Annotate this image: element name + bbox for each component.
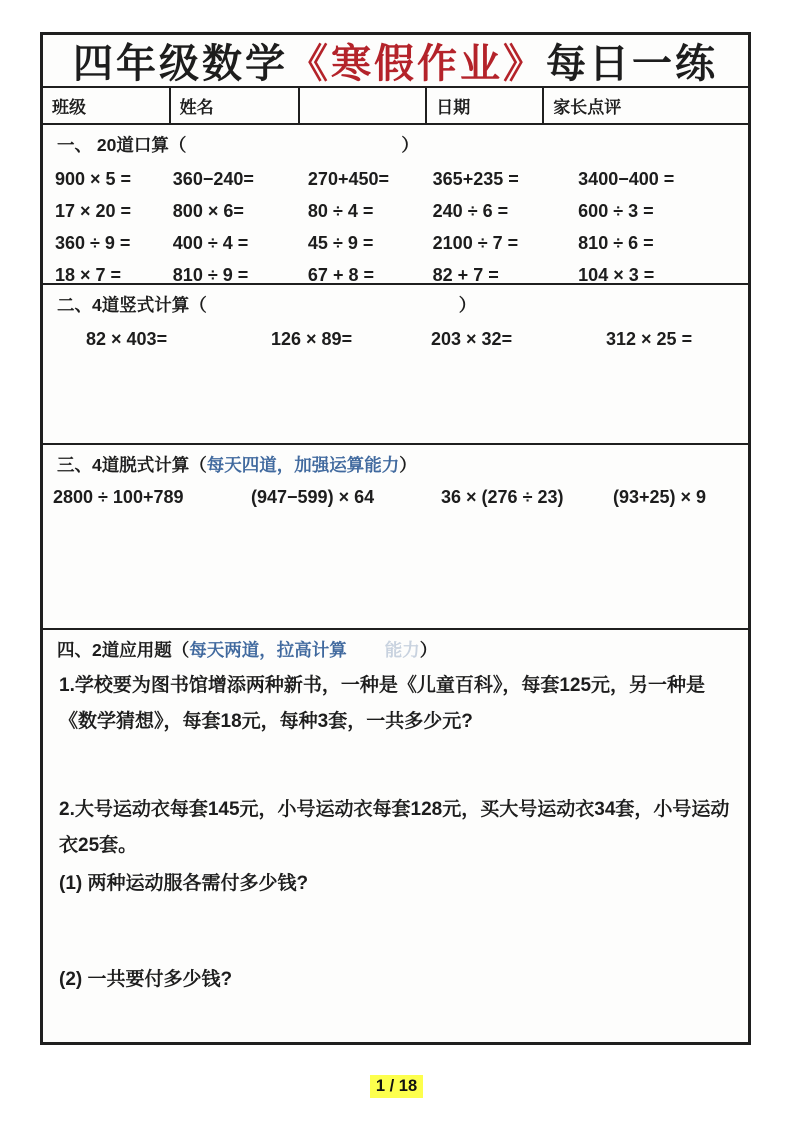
oral-problem: 800 × 6= [172,200,244,221]
oral-problem: 810 ÷ 6 = [578,232,654,253]
oral-heading-prefix: 一、 20道口算（ [57,135,187,155]
oral-problem-grid [43,163,748,285]
section-word-problems [43,630,748,1042]
word-problem-2-sub-question-1: (1) 两种运动服各需付多少钱? [59,873,309,894]
word-heading-note-faded: 能力 [384,640,420,660]
oral-problem: 900 × 5 = [55,168,132,189]
section-vertical-calculation [43,285,748,445]
oral-problem: 365+235 = [432,168,519,189]
stepwise-problem: 36 × (276 ÷ 23) [441,487,564,507]
oral-problem: 80 ÷ 4 = [307,200,374,221]
stepwise-heading-prefix: 三、4道脱式计算（ [57,455,207,475]
section-oral-calculation [43,125,748,285]
section-oral-heading [43,125,748,157]
stepwise-problem: (93+25) × 9 [613,487,707,507]
vertical-problem: 312 × 25 = [606,329,693,349]
section-word-heading [43,630,748,662]
section-vertical-heading [43,285,748,317]
title-prefix: 四年级数学 [73,41,288,86]
info-cell-class: 班级 [43,88,171,123]
vertical-problem-row [43,329,748,350]
word-problem-2-sub-question-2: (2) 一共要付多少钱? [59,969,233,990]
info-table-row [43,88,748,125]
stepwise-problem: (947−599) × 64 [251,487,375,507]
page-title [43,35,748,88]
page-number-badge: 1 / 18 [370,1075,423,1098]
stepwise-problem-row [43,487,748,508]
oral-problem: 67 + 8 = [307,264,374,285]
worksheet-sheet [40,32,751,1045]
info-cell-date: 日期 [427,88,544,123]
oral-problem: 2100 ÷ 7 = [432,232,519,253]
oral-problem: 600 ÷ 3 = [578,200,654,221]
vertical-problem: 126 × 89= [271,329,353,349]
oral-problem: 45 ÷ 9 = [307,232,374,253]
stepwise-heading-note: 每天四道，加强运算能力 [206,455,400,475]
oral-problem: 240 ÷ 6 = [432,200,509,221]
page-footer [0,1075,793,1098]
section-stepwise-calculation [43,445,748,630]
stepwise-heading-suffix: ） [399,455,417,475]
oral-heading-suffix: ） [401,135,419,155]
word-problem-1: 1.学校要为图书馆增添两种新书，一种是《儿童百科》，每套125元，另一种是《数学猜想》，每套18元，每种3套，一共多少元? [59,675,706,732]
vertical-heading-suffix: ） [458,295,477,315]
section-stepwise-heading [43,445,748,477]
oral-problem: 3400−400 = [578,168,675,189]
vertical-problem: 82 × 403= [86,329,168,349]
oral-problem: 360 ÷ 9 = [55,232,131,253]
info-cell-name: 姓名 [171,88,301,123]
word-heading-note: 每天两道，拉高计算 [189,640,347,660]
oral-problem: 360−240= [172,168,254,189]
vertical-heading-prefix: 二、4道竖式计算（ [57,295,207,315]
oral-problem: 104 × 3 = [578,264,655,285]
title-suffix: 每日一练 [546,41,718,86]
vertical-problem: 203 × 32= [431,329,513,349]
oral-problem: 270+450= [307,168,390,189]
word-heading-prefix: 四、2道应用题（ [57,640,190,660]
info-cell-blank [300,88,427,123]
oral-problem: 810 ÷ 9 = [172,264,249,285]
oral-problem: 17 × 20 = [55,200,132,221]
info-cell-parent-comment: 家长点评 [553,98,622,117]
title-highlight: 《寒假作业》 [288,41,546,86]
stepwise-problem: 2800 ÷ 100+789 [53,487,184,507]
oral-problem: 400 ÷ 4 = [172,232,249,253]
oral-problem: 82 + 7 = [432,264,499,285]
word-problem-2: 2.大号运动衣每套145元，小号运动衣每套128元，买大号运动衣34套，小号运动衣25套。 [59,799,730,856]
word-heading-suffix: ） [419,640,438,660]
oral-problem: 18 × 7 = [55,264,122,285]
